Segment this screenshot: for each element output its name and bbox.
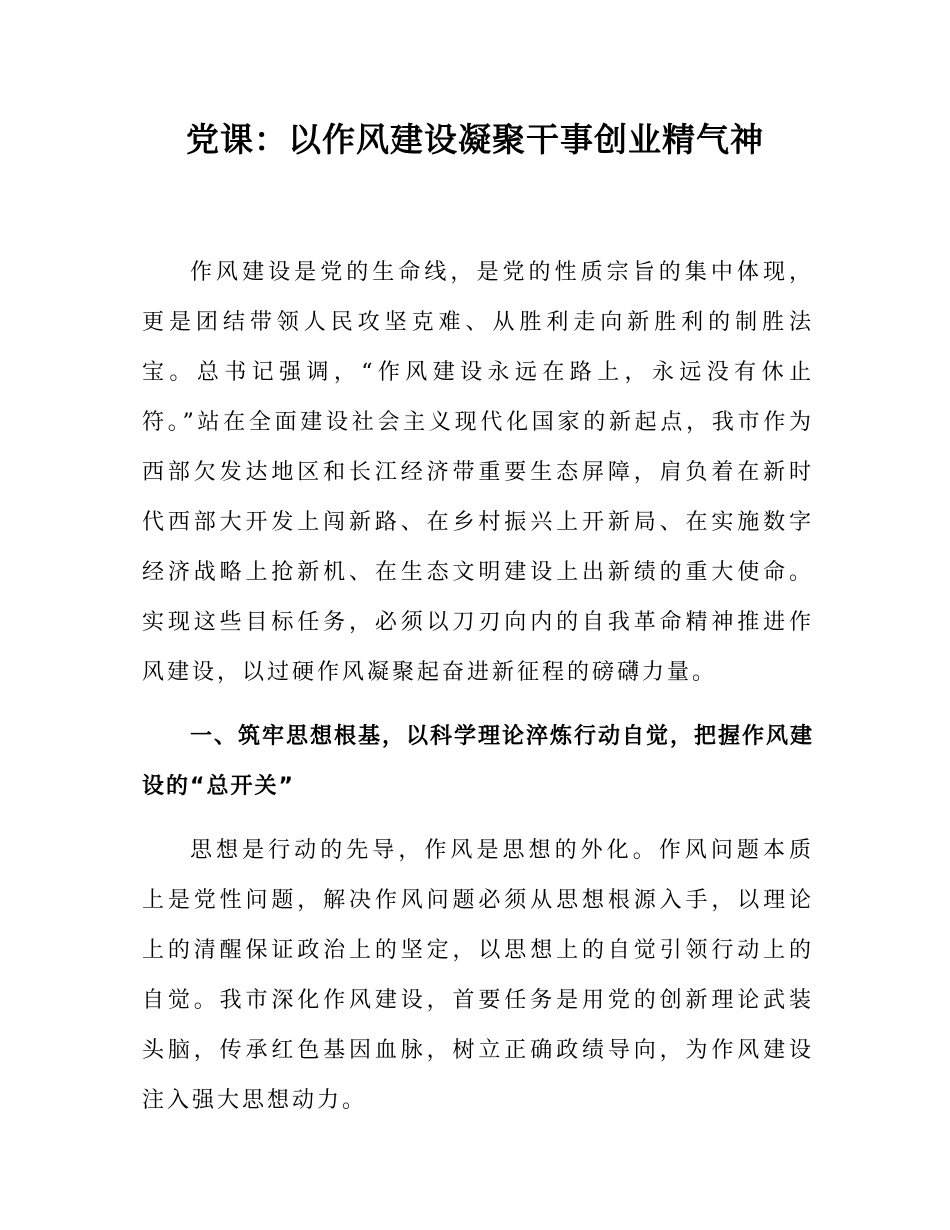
intro-paragraph: 作风建设是党的生命线，是党的性质宗旨的集中体现，更是团结带领人民攻坚克难、从胜利走向新胜利的制胜法宝。总书记强调，“作风建设永远在路上，永远没有休止符。”站在全面建设社会主义现代化国家的新起点，我市作为西部欠发达地区和长江经济带重要生态屏障，肩负着在新时代西部大开发上闯新路、在乡村振兴上开新局、在实施数字经济战略上抢新机、在生态文明建设上出新绩的重大使命。实现这些目标任务，必须以刀刃向内的自我革命精神推进作风建设，以过硬作风凝聚起奋进新征程的磅礴力量。: [142, 260, 814, 685]
section-paragraph: 思想是行动的先导，作风是思想的外化。作风问题本质上是党性问题，解决作风问题必须从思想根源入手，以理论上的清醒保证政治上的坚定，以思想上的自觉引领行动上的自觉。我市深化作风建设，首要任务是用党的创新理论武装头脑，传承红色基因血脉，树立正确政绩导向，为作风建设注入强大思想动力。: [142, 838, 814, 1113]
document-title: 党课：以作风建设凝聚干事创业精气神: [186, 120, 764, 159]
section-heading: 一、筑牢思想根基，以科学理论淬炼行动自觉，把握作风建设的“总开关”: [142, 724, 815, 799]
